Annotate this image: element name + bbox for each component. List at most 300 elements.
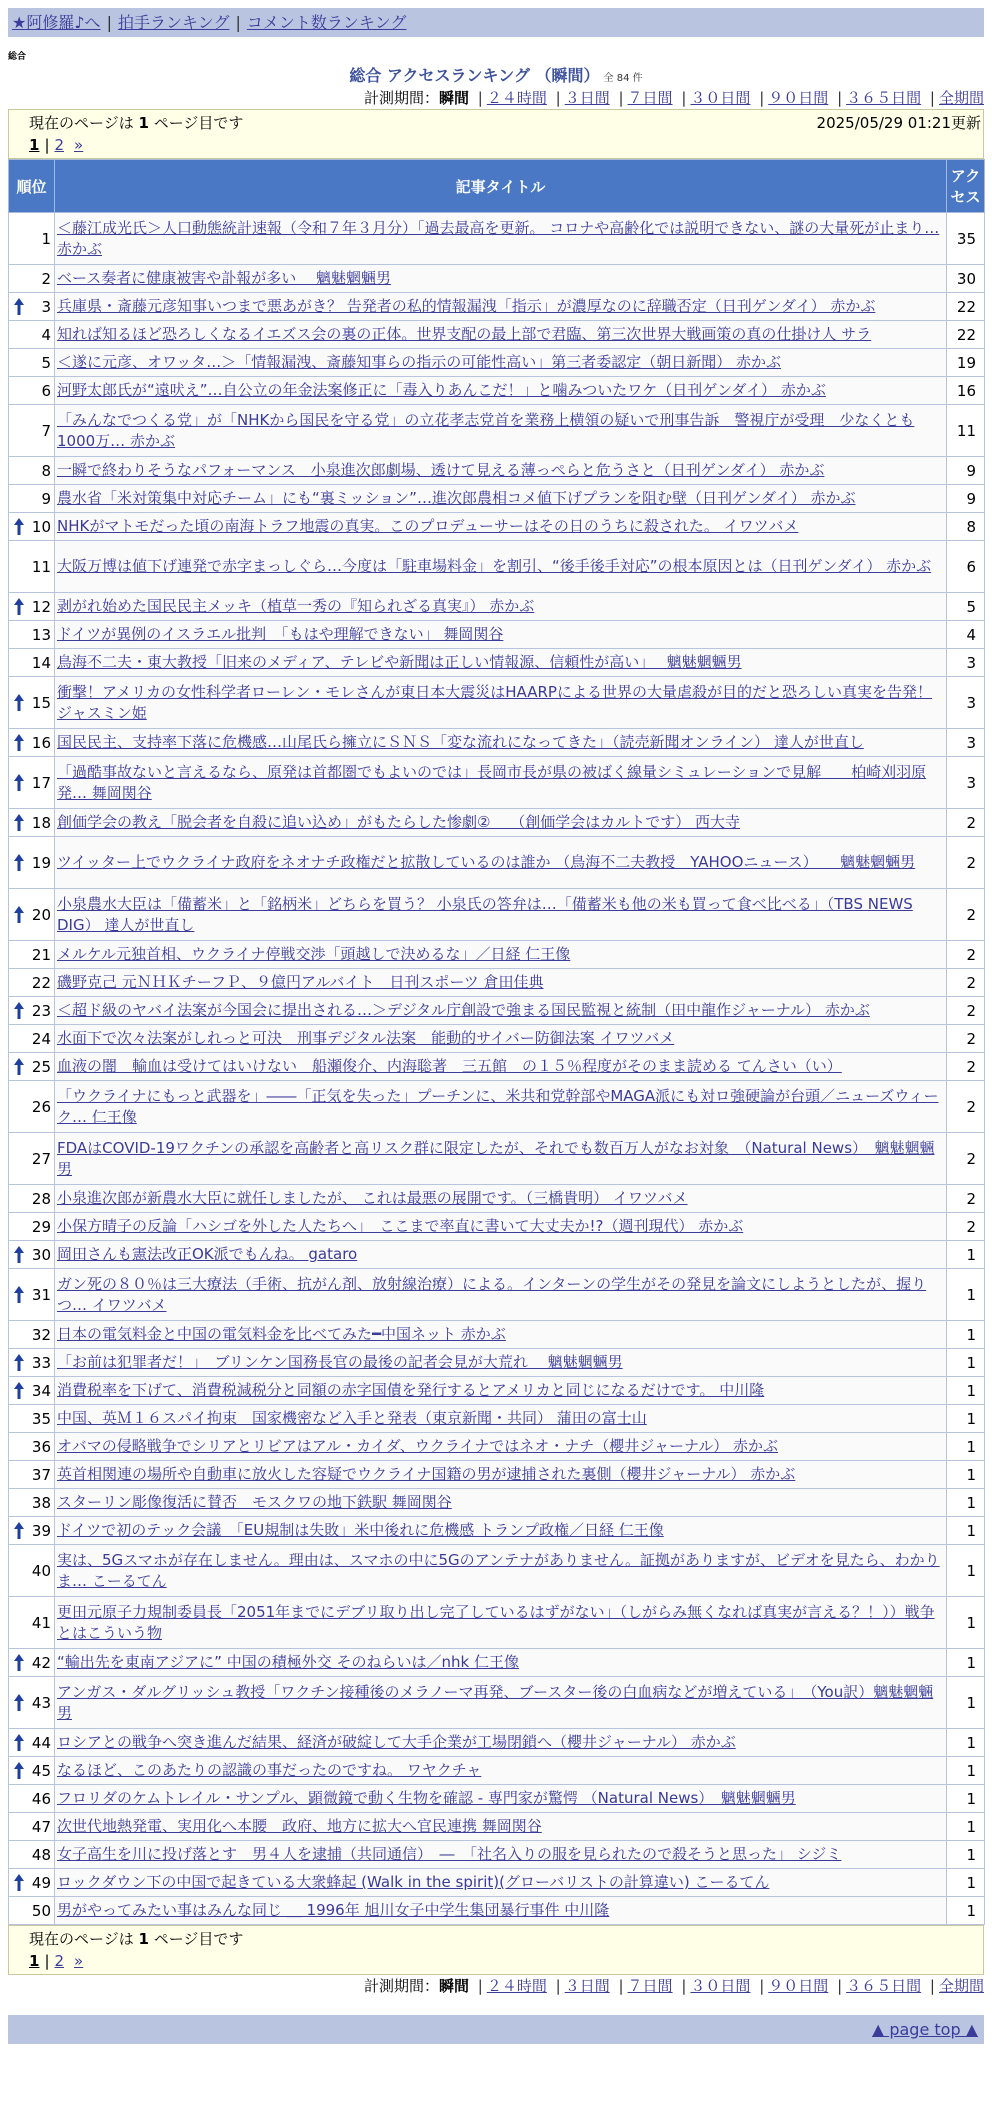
title-cell	[55, 1729, 947, 1757]
title-cell	[55, 1133, 947, 1185]
article-link[interactable]: 「みんなでつくる党」が「NHKから国民を守る党」の立花孝志党首を業務上横領の疑いで刑事告訴 警視庁が受理 少なくとも1000万… 赤かぶ	[57, 410, 915, 450]
title-cell	[55, 1321, 947, 1349]
rank-number: 42	[31, 1653, 51, 1672]
rank-number: 31	[31, 1285, 51, 1304]
period-link-all[interactable]: 全期間	[938, 1977, 984, 1995]
article-link[interactable]: 小泉農水大臣は「備蓄米」と「銘柄米」どちらを買う？ 小泉氏の答弁は…「備蓄米も他の米も買って食べ比べる」（TBS NEWS DIG） 達人が世直し	[57, 894, 913, 934]
pager-page-number: 1	[138, 114, 149, 132]
rank-cell	[9, 997, 55, 1025]
title-cell	[55, 1757, 947, 1785]
title-cell	[55, 1461, 947, 1489]
access-count: 2	[947, 837, 985, 889]
rank-cell	[9, 1813, 55, 1841]
access-count: 2	[947, 969, 985, 997]
title-cell	[55, 265, 947, 293]
article-link[interactable]: 消費税率を下げて、消費税減税分と同額の赤字国債を発行するとアメリカと同じになるだけです。 中川隆	[57, 1381, 765, 1399]
page-title	[8, 65, 984, 87]
pager-bottom: 現在のページは 1 ページ目です 1 | 2 »	[8, 1925, 984, 1975]
period-link-30d[interactable]: ３０日間	[690, 89, 751, 107]
title-cell	[55, 1869, 947, 1897]
article-link[interactable]: “輸出先を東南アジアに” 中国の積極外交 そのねらいは／nhk 仁王像	[57, 1653, 519, 1671]
title-cell	[55, 1517, 947, 1545]
page-top-link[interactable]: ▲ page top ▲	[871, 2020, 978, 2039]
title-cell	[55, 1185, 947, 1213]
access-count: 22	[947, 321, 985, 349]
title-cell	[55, 1349, 947, 1377]
header-title: 記事タイトル	[55, 160, 947, 213]
article-link[interactable]: 血液の闇 輸血は受けてはいけない 船瀬俊介、内海聡著 三五館 の１５％程度がそのまま読める てんさい（い）	[57, 1057, 842, 1075]
period-link-30d[interactable]: ３０日間	[690, 1977, 751, 1995]
period-link-3d[interactable]: ３日間	[564, 1977, 610, 1995]
rank-up-arrow-icon	[14, 298, 24, 315]
rank-up-arrow-icon	[14, 814, 24, 831]
period-label: 計測期間：	[363, 1977, 439, 1995]
article-link[interactable]: スターリン彫像復活に賛否 モスクワの地下鉄駅 舞岡関谷	[57, 1493, 452, 1511]
title-cell	[55, 1213, 947, 1241]
rank-cell	[9, 621, 55, 649]
access-count: 35	[947, 213, 985, 265]
title-cell	[55, 997, 947, 1025]
article-link[interactable]: ロシアとの戦争へ突き進んだ結果、経済が破綻して大手企業が工場閉鎖へ（櫻井ジャーナル） 赤かぶ	[57, 1733, 736, 1751]
rank-number: 10	[31, 517, 51, 536]
article-link[interactable]: 小泉進次郎が新農水大臣に就任しましたが、 これは最悪の展開です。（三橋貴明） イワツバメ	[57, 1189, 688, 1207]
rank-number: 34	[31, 1381, 51, 1400]
period-link-90d[interactable]: ９０日間	[768, 1977, 829, 1995]
rank-up-arrow-icon	[14, 1354, 24, 1371]
rank-cell	[9, 1269, 55, 1321]
article-link[interactable]: オバマの侵略戦争でシリアとリビアはアル・カイダ、ウクライナではネオ・ナチ（櫻井ジャーナル） 赤かぶ	[57, 1437, 779, 1455]
rank-number: 8	[41, 461, 51, 480]
rank-cell	[9, 1461, 55, 1489]
rank-up-arrow-icon	[14, 774, 24, 791]
access-count: 1	[947, 1897, 985, 1925]
article-link[interactable]: 「お前は犯罪者だ！」 ブリンケン国務長官の最後の記者会見が大荒れ 魑魅魍魎男	[57, 1353, 623, 1371]
access-count: 9	[947, 485, 985, 513]
rank-cell	[9, 1377, 55, 1405]
period-link-all[interactable]: 全期間	[938, 89, 984, 107]
rank-cell	[9, 1729, 55, 1757]
access-count: 1	[947, 1377, 985, 1405]
article-link[interactable]: ＜遂に元彦、オワッタ…＞「情報漏洩、斎藤知事らの指示の可能性高い」第三者委認定（朝日新聞） 赤かぶ	[57, 353, 782, 371]
rank-cell	[9, 1545, 55, 1597]
rank-cell	[9, 649, 55, 677]
table-row	[9, 593, 985, 621]
top-nav-bar: ★阿修羅♪へ | 拍手ランキング | コメント数ランキング	[8, 8, 984, 37]
article-link[interactable]: ＜藤江成光氏＞人口動態統計速報（令和７年３月分）「過去最高を更新。 コロナや高齢化では説明できない、謎の大量死が止まり… 赤かぶ	[57, 218, 940, 258]
period-selector-top: 計測期間：瞬間 | ２４時間 | ３日間 | ７日間 | ３０日間 | ９０日間 | ３６５日間 | 全期間	[363, 89, 984, 107]
rank-up-arrow-icon	[14, 518, 24, 535]
article-link[interactable]: 男がやってみたい事はみんな同じ ＿ 1996年 旭川女子中学生集団暴行事件 中川隆	[57, 1901, 610, 1919]
clap-ranking-link[interactable]: 拍手ランキング	[117, 13, 230, 32]
title-cell	[55, 349, 947, 377]
rank-cell	[9, 729, 55, 757]
access-count: 1	[947, 1729, 985, 1757]
article-link[interactable]: 女子高生を川に投げ落とす 男４人を逮捕（共同通信） ― 「社名入りの服を見られたので殺そうと思った」 シジミ	[57, 1845, 842, 1863]
rank-cell	[9, 1081, 55, 1133]
rank-number: 26	[31, 1097, 51, 1116]
rank-number: 7	[41, 421, 51, 440]
article-link[interactable]: 兵庫県・斎藤元彦知事いつまで悪あがき？ 告発者の私的情報漏洩「指示」が濃厚なのに辞職否定（日刊ゲンダイ） 赤かぶ	[57, 297, 876, 315]
access-count: 2	[947, 889, 985, 941]
rank-number: 39	[31, 1521, 51, 1540]
table-row	[9, 621, 985, 649]
period-link-3d[interactable]: ３日間	[564, 89, 610, 107]
title-cell	[55, 837, 947, 889]
footer-bar	[8, 2015, 984, 2044]
period-link-24h[interactable]: ２４時間	[486, 1977, 547, 1995]
article-link[interactable]: 英首相関連の場所や自動車に放火した容疑でウクライナ国籍の男が逮捕された裏側（櫻井ジャーナル） 赤かぶ	[57, 1465, 796, 1483]
title-cell	[55, 1841, 947, 1869]
table-row	[9, 889, 985, 941]
article-link[interactable]: 衝撃！アメリカの女性科学者ローレン・モレさんが東日本大震災はHAARPによる世界の大量虐殺が目的だと恐ろしい真実を告発！ ジャスミン姫	[57, 682, 932, 722]
access-count: 1	[947, 1841, 985, 1869]
article-link[interactable]: 水面下で次々法案がしれっと可決 刑事デジタル法案 能動的サイバー防御法案 イワツバメ	[57, 1029, 675, 1047]
rank-up-arrow-icon	[14, 854, 24, 871]
page-current: 1	[29, 136, 40, 154]
access-count: 2	[947, 941, 985, 969]
table-row	[9, 1349, 985, 1377]
table-row	[9, 1241, 985, 1269]
rank-cell	[9, 1185, 55, 1213]
rank-cell	[9, 1869, 55, 1897]
article-link[interactable]: 日本の電気料金と中国の電気料金を比べてみた━中国ネット 赤かぶ	[57, 1325, 506, 1343]
article-link[interactable]: ツイッター上でウクライナ政府をネオナチ政権だと拡散しているのは誰か （鳥海不二夫教授 YAHOOニュース） 魑魅魍魎男	[57, 853, 916, 871]
pager-prefix: 現在のページは	[29, 114, 134, 132]
title-cell	[55, 1269, 947, 1321]
rank-cell	[9, 293, 55, 321]
rank-cell	[9, 1405, 55, 1433]
pager-top: 現在のページは 1 ページ目です 2025/05/29 01:21更新 1 | 2 »	[8, 109, 984, 159]
article-link[interactable]: ベース奏者に健康被害や訃報が多い 魑魅魍魎男	[57, 269, 392, 287]
access-count: 3	[947, 649, 985, 677]
rank-number: 18	[31, 813, 51, 832]
article-link[interactable]: 更田元原子力規制委員長「2051年までにデブリ取り出し完了しているはずがない」（しがらみ無くなれば真実が言える？！））戦争とはこういう物	[57, 1602, 935, 1642]
table-row	[9, 1321, 985, 1349]
rank-number: 1	[41, 229, 51, 248]
rank-up-arrow-icon	[14, 1382, 24, 1399]
table-row	[9, 1269, 985, 1321]
rank-up-arrow-icon	[14, 598, 24, 615]
article-link[interactable]: 「過酷事故ないと言えるなら、原発は首都圏でもよいのでは」長岡市長が県の被ばく線量シミュレーションで見解 柏崎刈羽原発… 舞岡関谷	[57, 762, 927, 802]
access-count: 3	[947, 729, 985, 757]
article-link[interactable]: フロリダのケムトレイル・サンプル、顕微鏡で動く生物を確認 - 専門家が驚愕 （Natural News） 魑魅魍魎男	[57, 1789, 796, 1807]
period-link-90d[interactable]: ９０日間	[768, 89, 829, 107]
article-link[interactable]: 剥がれ始めた国民民主メッキ（植草一秀の『知られざる真実』） 赤かぶ	[57, 597, 535, 615]
rank-cell	[9, 809, 55, 837]
rank-cell	[9, 485, 55, 513]
rank-cell	[9, 349, 55, 377]
article-link[interactable]: アンガス・ダルグリッシュ教授「ワクチン接種後のメラノーマ再発、ブースター後の白血病などが増えている」 （You訳）魑魅魍魎男	[57, 1682, 934, 1722]
article-link[interactable]: 中国、英Ｍ１６スパイ拘束 国家機密など入手と発表（東京新聞・共同） 蒲田の富士山	[57, 1409, 647, 1427]
period-current: 瞬間	[438, 1977, 469, 1995]
rank-number: 16	[31, 733, 51, 752]
access-count: 1	[947, 1461, 985, 1489]
rank-up-arrow-icon	[14, 1874, 24, 1891]
page-next-link[interactable]: »	[74, 136, 84, 154]
table-row	[9, 1461, 985, 1489]
rank-number: 14	[31, 653, 51, 672]
rank-cell	[9, 1897, 55, 1925]
article-link[interactable]: 磯野克己 元ＮＨＫチーフＰ、９億円アルバイト 日刊スポーツ 倉田佳典	[57, 973, 544, 991]
article-link[interactable]: ドイツが異例のイスラエル批判 「もはや理解できない」 舞岡関谷	[57, 625, 504, 643]
rank-cell	[9, 1677, 55, 1729]
page-2-link[interactable]: 2	[54, 136, 65, 154]
rank-cell	[9, 513, 55, 541]
rank-up-arrow-icon	[14, 1058, 24, 1075]
rank-number: 46	[31, 1789, 51, 1808]
rank-number: 36	[31, 1437, 51, 1456]
article-link[interactable]: 知れば知るほど恐ろしくなるイエズス会の裏の正体。世界支配の最上部で君臨、第三次世界大戦画策の真の仕掛け人 サラ	[57, 325, 872, 343]
title-cell	[55, 293, 947, 321]
article-link[interactable]: 次世代地熱発電、実用化へ本腰 政府、地方に拡大へ官民連携 舞岡関谷	[57, 1817, 542, 1835]
title-cell	[55, 405, 947, 457]
rank-number: 5	[41, 353, 51, 372]
title-cell	[55, 941, 947, 969]
title-cell	[55, 593, 947, 621]
table-row	[9, 1757, 985, 1785]
table-row	[9, 1813, 985, 1841]
rank-number: 44	[31, 1733, 51, 1752]
rank-cell	[9, 1597, 55, 1649]
table-row	[9, 677, 985, 729]
rank-cell	[9, 1241, 55, 1269]
article-link[interactable]: ドイツで初のテック会議 「EU規制は失敗」米中後れに危機感 トランプ政権／日経 仁王像	[57, 1521, 664, 1539]
table-row	[9, 293, 985, 321]
rank-cell	[9, 1489, 55, 1517]
rank-cell	[9, 593, 55, 621]
rank-up-arrow-icon	[14, 1002, 24, 1019]
period-link-365d[interactable]: ３６５日間	[846, 1977, 922, 1995]
article-link[interactable]: 大阪万博は値下げ連発で赤字まっしぐら…今度は「駐車場料金」を割引、“後手後手対応”の根本原因とは（日刊ゲンダイ） 赤かぶ	[57, 557, 932, 575]
rank-cell	[9, 1841, 55, 1869]
rank-number: 35	[31, 1409, 51, 1428]
page-next-link[interactable]: »	[74, 1952, 84, 1970]
table-row	[9, 729, 985, 757]
header-rank: 順位	[9, 160, 55, 213]
title-cell	[55, 457, 947, 485]
access-count: 1	[947, 1677, 985, 1729]
rank-cell	[9, 1785, 55, 1813]
table-row	[9, 1405, 985, 1433]
title-cell	[55, 1433, 947, 1461]
access-count: 2	[947, 1025, 985, 1053]
period-link-24h[interactable]: ２４時間	[486, 89, 547, 107]
period-link-7d[interactable]: ７日間	[627, 89, 673, 107]
access-count: 11	[947, 405, 985, 457]
article-link[interactable]: FDAはCOVID-19ワクチンの承認を高齢者と高リスク群に限定したが、それでも数百万人がなお対象 （Natural News） 魑魅魍魎男	[57, 1138, 935, 1178]
title-cell	[55, 1813, 947, 1841]
rank-number: 47	[31, 1817, 51, 1836]
table-row	[9, 1133, 985, 1185]
rank-cell	[9, 969, 55, 997]
access-count: 2	[947, 1133, 985, 1185]
article-link[interactable]: 創価学会の教え「脱会者を自殺に追い込め」がもたらした惨劇② （創価学会はカルトです） 西大寺	[57, 813, 740, 831]
article-link[interactable]: 一瞬で終わりそうなパフォーマンス 小泉進次郎劇場、透けて見える薄っぺらと危うさと（日刊ゲンダイ） 赤かぶ	[57, 461, 825, 479]
rank-up-arrow-icon	[14, 734, 24, 751]
table-row	[9, 969, 985, 997]
access-count: 3	[947, 757, 985, 809]
table-row	[9, 1053, 985, 1081]
rank-up-arrow-icon	[14, 694, 24, 711]
table-row	[9, 1185, 985, 1213]
pager-suffix: ページ目です	[153, 114, 244, 132]
page-2-link[interactable]: 2	[54, 1952, 65, 1970]
article-link[interactable]: ロックダウン下の中国で起きている大衆蜂起 (Walk in the spirit)(グローバリストの計算違い) こーるてん	[57, 1873, 770, 1891]
title-cell	[55, 809, 947, 837]
access-count: 1	[947, 1757, 985, 1785]
access-count: 1	[947, 1785, 985, 1813]
access-count: 1	[947, 1269, 985, 1321]
rank-number: 9	[41, 489, 51, 508]
category-label: 総合	[8, 52, 27, 62]
article-link[interactable]: 実は、5Gスマホが存在しません。理由は、スマホの中に5Gのアンテナがありません。証拠がありますが、ビデオを見たら、わかりま… こーるてん	[57, 1550, 940, 1590]
access-count: 2	[947, 1053, 985, 1081]
title-cell	[55, 649, 947, 677]
table-row	[9, 1729, 985, 1757]
table-row	[9, 1545, 985, 1597]
rank-cell	[9, 837, 55, 889]
rank-number: 45	[31, 1761, 51, 1780]
period-current: 瞬間	[438, 89, 469, 107]
access-count: 4	[947, 621, 985, 649]
table-row	[9, 649, 985, 677]
article-link[interactable]: なるほど、このあたりの認識の事だったのですね。 ワヤクチャ	[57, 1761, 482, 1779]
page-current: 1	[29, 1952, 40, 1970]
access-count: 2	[947, 1185, 985, 1213]
article-link[interactable]: メルケル元独首相、ウクライナ停戦交渉「頭越しで決めるな」／日経 仁王像	[57, 945, 571, 963]
access-count: 1	[947, 1489, 985, 1517]
rank-up-arrow-icon	[14, 1654, 24, 1671]
access-count: 5	[947, 593, 985, 621]
rank-up-arrow-icon	[14, 906, 24, 923]
rank-cell	[9, 1433, 55, 1461]
rank-up-arrow-icon	[14, 1246, 24, 1263]
pager-suffix: ページ目です	[153, 1930, 244, 1948]
title-cell	[55, 889, 947, 941]
title-cell	[55, 1785, 947, 1813]
table-row	[9, 1025, 985, 1053]
table-row	[9, 349, 985, 377]
access-count: 1	[947, 1241, 985, 1269]
comment-ranking-link[interactable]: コメント数ランキング	[246, 13, 407, 32]
article-link[interactable]: ＜超ド級のヤバイ法案が今国会に提出される…＞デジタル庁創設で強まる国民監視と統制（田中龍作ジャーナル） 赤かぶ	[57, 1001, 870, 1019]
title-cell	[55, 1597, 947, 1649]
rank-up-arrow-icon	[14, 1522, 24, 1539]
rank-up-arrow-icon	[14, 1762, 24, 1779]
rank-number: 33	[31, 1353, 51, 1372]
article-link[interactable]: 鳥海不二夫・東大教授「旧来のメディア、テレビや新聞は正しい情報源、信頼性が高い」 魑魅魍魎男	[57, 653, 742, 671]
rank-number: 41	[31, 1613, 51, 1632]
table-row	[9, 1433, 985, 1461]
article-link[interactable]: 小保方晴子の反論「ハシゴを外した人たちへ」 ここまで率直に書いて大丈夫か!?（週刊現代） 赤かぶ	[57, 1217, 744, 1235]
access-count: 2	[947, 809, 985, 837]
table-row	[9, 1213, 985, 1241]
rank-number: 3	[41, 297, 51, 316]
access-count: 2	[947, 997, 985, 1025]
rank-cell	[9, 889, 55, 941]
title-cell	[55, 729, 947, 757]
access-count: 1	[947, 1321, 985, 1349]
period-selector-bottom: 計測期間：瞬間 | ２４時間 | ３日間 | ７日間 | ３０日間 | ９０日間 | ３６５日間 | 全期間	[363, 1977, 984, 1995]
rank-cell	[9, 405, 55, 457]
table-row	[9, 1649, 985, 1677]
access-count: 19	[947, 349, 985, 377]
access-count: 2	[947, 1081, 985, 1133]
access-count: 1	[947, 1405, 985, 1433]
pager-prefix: 現在のページは	[29, 1930, 134, 1948]
rank-cell	[9, 1133, 55, 1185]
pager-page-number: 1	[138, 1930, 149, 1948]
title-text: 総合 アクセスランキング （瞬間）	[349, 66, 600, 85]
ranking-table	[8, 159, 985, 1925]
table-row	[9, 377, 985, 405]
period-label: 計測期間：	[363, 89, 439, 107]
rank-number: 22	[31, 973, 51, 992]
table-row	[9, 1785, 985, 1813]
table-row	[9, 457, 985, 485]
table-row	[9, 405, 985, 457]
title-cell	[55, 213, 947, 265]
access-count: 1	[947, 1433, 985, 1461]
rank-cell	[9, 213, 55, 265]
access-count: 1	[947, 1517, 985, 1545]
rank-cell	[9, 265, 55, 293]
rank-number: 19	[31, 853, 51, 872]
table-row	[9, 809, 985, 837]
title-cell	[55, 1677, 947, 1729]
rank-number: 40	[31, 1561, 51, 1580]
access-count: 9	[947, 457, 985, 485]
title-cell	[55, 969, 947, 997]
article-link[interactable]: 岡田さんも憲法改正OK派でもんね。 gataro	[57, 1245, 358, 1263]
article-link[interactable]: 河野太郎氏が“遠吠え”…自公立の年金法案修正に「毒入りあんこだ！」と噛みついたワケ（日刊ゲンダイ） 赤かぶ	[57, 381, 826, 399]
rank-number: 50	[31, 1901, 51, 1920]
table-row	[9, 1677, 985, 1729]
table-row	[9, 1897, 985, 1925]
table-row	[9, 265, 985, 293]
article-link[interactable]: 国民民主、支持率下落に危機感…山尾氏ら擁立にＳＮＳ「変な流れになってきた」（読売新聞オンライン） 達人が世直し	[57, 733, 864, 751]
rank-cell	[9, 941, 55, 969]
article-link[interactable]: ガン死の８０％は三大療法（手術、抗がん剤、放射線治療）による。インターンの学生がその発見を論文にしようとしたが、握りつ… イワツバメ	[57, 1274, 927, 1314]
rank-cell	[9, 1757, 55, 1785]
rank-cell	[9, 377, 55, 405]
rank-number: 49	[31, 1873, 51, 1892]
period-link-365d[interactable]: ３６５日間	[846, 89, 922, 107]
rank-number: 37	[31, 1465, 51, 1484]
table-row	[9, 1517, 985, 1545]
rank-cell	[9, 677, 55, 729]
article-link[interactable]: 農水省「米対策集中対応チーム」にも“裏ミッション”…進次郎農相コメ値下げプランを阻む壁（日刊ゲンダイ） 赤かぶ	[57, 489, 856, 507]
title-cell	[55, 1025, 947, 1053]
table-row	[9, 513, 985, 541]
rank-up-arrow-icon	[14, 1734, 24, 1751]
rank-cell	[9, 1321, 55, 1349]
table-row	[9, 997, 985, 1025]
rank-cell	[9, 1025, 55, 1053]
title-cell	[55, 1897, 947, 1925]
rank-number: 12	[31, 597, 51, 616]
title-cell	[55, 1053, 947, 1081]
rank-number: 30	[31, 1245, 51, 1264]
home-link[interactable]: ★阿修羅♪へ	[12, 13, 101, 32]
period-link-7d[interactable]: ７日間	[627, 1977, 673, 1995]
table-row	[9, 321, 985, 349]
article-link[interactable]: NHKがマトモだった頃の南海トラフ地震の真実。このプロデューサーはその日のうちに殺された。 イワツバメ	[57, 517, 799, 535]
table-row	[9, 1081, 985, 1133]
title-cell	[55, 1405, 947, 1433]
table-row	[9, 1869, 985, 1897]
article-link[interactable]: 「ウクライナにもっと武器を」――「正気を失った」プーチンに、米共和党幹部やMAGA派にも対ロ強硬論が台頭／ニューズウィーク… 仁王像	[57, 1086, 939, 1126]
